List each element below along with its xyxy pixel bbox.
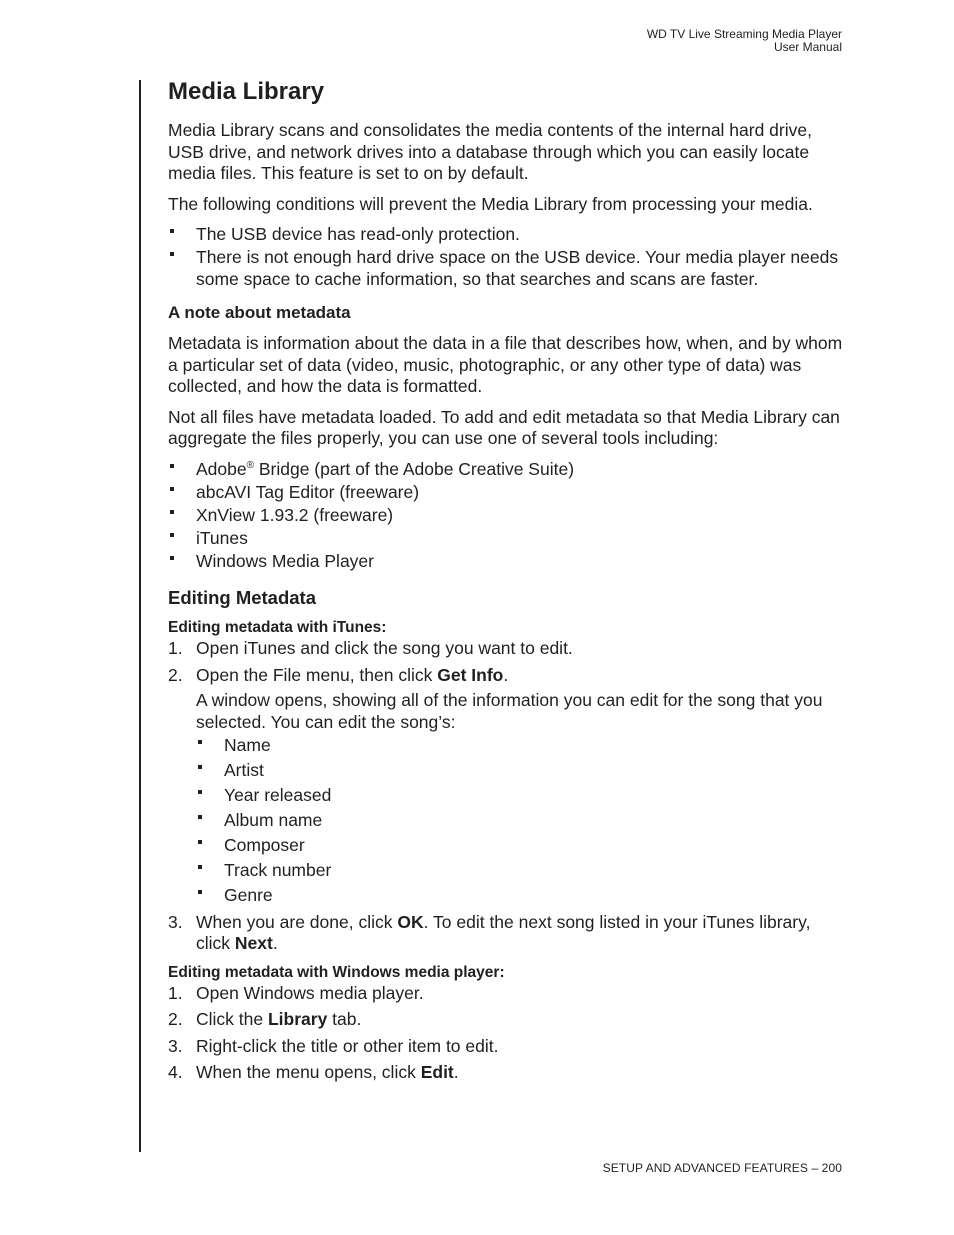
step-item <box>168 1009 844 1031</box>
step-number: 2. <box>168 1009 183 1029</box>
step-text-mid: . To edit the next song listed in your iTunes library, click <box>196 911 811 953</box>
tool-adobe-rest: Bridge (part of the Adobe Creative Suite) <box>253 458 575 479</box>
page-title: Media Library <box>168 78 325 105</box>
step-text: Click the <box>196 1009 268 1029</box>
step-number: 3. <box>168 911 183 932</box>
step-item <box>168 638 844 660</box>
list-item: abcAVI Tag Editor (freeware) <box>168 482 844 504</box>
ui-term-next: Next <box>234 933 273 953</box>
step-text: Open the File menu, then click <box>196 664 438 685</box>
step-number: 1. <box>168 638 183 658</box>
step-number: 2. <box>168 664 183 685</box>
ui-term-get-info: Get Info <box>437 664 504 685</box>
step-item <box>168 983 844 1005</box>
step-text-end: . <box>272 933 278 953</box>
header-doc-type: User Manual <box>773 40 842 54</box>
list-item: There is not enough hard drive space on the USB device. Your media player needs some space to cache information, so that searches and scans are faster. <box>168 247 844 290</box>
list-item: iTunes <box>168 528 844 550</box>
tool-adobe-name: Adobe <box>196 458 247 479</box>
metadata-definition: Metadata is information about the data in a file that describes how, when, and by whom a particular set of data (video, music, photographic, or any other type of data) was collected, and how the data is formatted. <box>168 333 843 396</box>
header-product: WD TV Live Streaming Media Player <box>646 27 842 41</box>
step-detail: A window opens, showing all of the information you can edit for the song that you selected. You can edit the song’s: <box>196 690 823 732</box>
list-item: Album name <box>196 810 844 832</box>
step-number: 1. <box>168 982 183 1003</box>
list-item: Track number <box>196 860 844 882</box>
itunes-steps <box>168 638 844 955</box>
list-item: Artist <box>196 760 844 782</box>
step-text: Open Windows media player. <box>196 982 424 1003</box>
step-text: Right-click the title or other item to edit. <box>196 1035 499 1056</box>
editing-heading: Editing Metadata <box>168 587 317 608</box>
registered-mark: ® <box>246 459 254 471</box>
list-item: The USB device has read-only protection. <box>168 224 844 246</box>
wmp-steps <box>168 983 844 1084</box>
step-item <box>168 1036 844 1058</box>
step-text-end: . <box>503 664 509 685</box>
step-number: 4. <box>168 1062 183 1082</box>
list-item: Year released <box>196 785 844 807</box>
ui-term-library: Library <box>267 1009 328 1029</box>
itunes-heading: Editing metadata with iTunes: <box>168 619 387 636</box>
conditions-intro: The following conditions will prevent the Media Library from processing your media. <box>168 193 813 214</box>
tools-list <box>168 459 844 573</box>
list-item: Genre <box>196 885 844 907</box>
conditions-list <box>168 224 844 290</box>
intro-paragraph: Media Library scans and consolidates the media contents of the internal hard drive, USB drive, and network drives into a database through which you can easily locate media files. This feature is set to on by default. <box>168 120 812 183</box>
step-text-end: tab. <box>327 1009 362 1029</box>
ui-term-ok: OK <box>397 911 424 932</box>
margin-rule <box>139 80 141 1152</box>
footer-separator: – <box>808 1161 822 1175</box>
ui-term-edit: Edit <box>420 1062 454 1082</box>
step-item <box>168 912 844 955</box>
running-header <box>647 28 842 54</box>
list-item: XnView 1.93.2 (freeware) <box>168 505 844 527</box>
footer-section: SETUP AND ADVANCED FEATURES <box>602 1161 809 1175</box>
song-fields-list <box>196 735 844 907</box>
step-item <box>168 665 844 907</box>
step-number: 3. <box>168 1035 183 1056</box>
page-number: 200 <box>821 1161 842 1175</box>
page-content <box>168 76 844 1089</box>
list-item <box>168 459 844 481</box>
wmp-heading: Editing metadata with Windows media player: <box>168 963 505 981</box>
list-item: Composer <box>196 835 844 857</box>
step-text-end: . <box>453 1062 459 1082</box>
metadata-tools-intro: Not all files have metadata loaded. To add and edit metadata so that Media Library can aggregate the files properly, you can use one of several tools including: <box>168 406 840 448</box>
list-item: Name <box>196 735 844 757</box>
step-text: When the menu opens, click <box>196 1062 421 1082</box>
list-item: Windows Media Player <box>168 551 844 573</box>
step-item <box>168 1062 844 1084</box>
page-footer <box>603 1161 842 1175</box>
step-text: Open iTunes and click the song you want to edit. <box>196 638 573 658</box>
step-text: When you are done, click <box>196 911 398 932</box>
metadata-note-heading: A note about metadata <box>168 303 351 322</box>
